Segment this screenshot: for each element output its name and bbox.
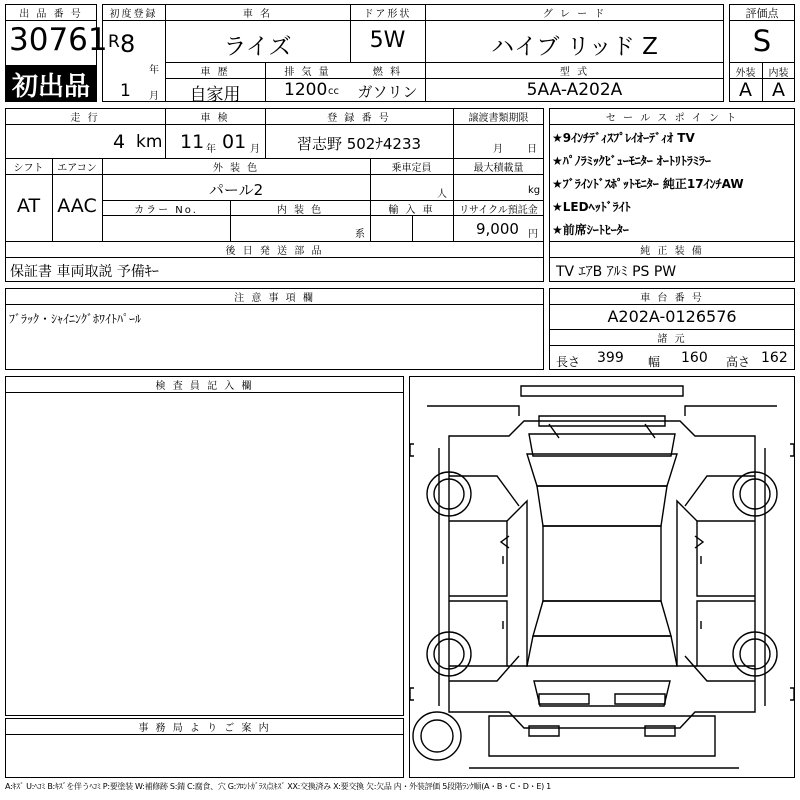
door-type: 5W — [369, 28, 406, 53]
displacement-unit: cc — [328, 86, 339, 97]
exterior-color-label: 外 装 色 — [212, 163, 260, 174]
history-label: 車 歴 — [200, 67, 230, 78]
sales-point-4: ★LEDﾍｯﾄﾞﾗｲﾄ — [552, 200, 631, 214]
first-reg-year-unit: 年 — [149, 65, 159, 76]
displacement: 1200 — [284, 80, 328, 100]
office-label: 事 務 局 よ り ご 案 内 — [138, 723, 271, 734]
plate-label: 登 録 番 号 — [327, 113, 391, 124]
score-label: 評価点 — [745, 7, 779, 20]
exterior-score: A — [739, 79, 752, 101]
score: S — [752, 24, 772, 58]
grade: ハイブ リッド Z — [491, 34, 658, 60]
sales-point-3: ★ﾌﾞﾗｲﾝﾄﾞｽﾎﾟｯﾄﾓﾆﾀｰ 純正17ｲﾝﾁAW — [552, 177, 744, 191]
history: 自家用 — [189, 85, 241, 105]
capacity-label: 乗車定員 — [391, 163, 432, 174]
specs-label: 諸 元 — [657, 334, 687, 345]
first-reg-year: 8 — [120, 30, 136, 58]
inspection-year-unit: 年 — [206, 144, 216, 155]
later-parts: 保証書 車両取説 予備ｷｰ — [10, 264, 159, 280]
inspection-month: 01 — [222, 131, 247, 153]
exterior-color: パール2 — [208, 181, 264, 199]
interior-score: A — [772, 79, 785, 101]
door-type-label: ドア形状 — [363, 9, 412, 20]
recycle-deposit-unit: 円 — [528, 229, 538, 240]
height-label: 高さ — [726, 355, 751, 369]
inspection-year: 11 — [180, 131, 205, 153]
equipment-label: 純 正 装 備 — [640, 246, 704, 257]
legend-text: A:ｷｽﾞ U:ﾍｺﾐ B:ｷｽﾞを伴うﾍｺﾐ P:要塗装 W:補修跡 S:錆 C:腐食、穴 G:ﾌﾛﾝﾄｶﾞﾗｽ点ｷｽﾞ XX:交換済み X:要交換 欠:欠品 内・外装評価 5段階ﾗﾝｸ順(A・B・C・D・E) 1 — [5, 782, 551, 791]
inspector-box — [5, 376, 404, 716]
shift: AT — [16, 195, 41, 217]
grade-label: グ レ ー ド — [542, 9, 607, 20]
aircon-label: エアコン — [57, 163, 97, 174]
max-load-unit: kg — [528, 185, 541, 196]
later-parts-label: 後 日 発 送 部 品 — [225, 246, 324, 257]
fuel: ガソリン — [357, 83, 418, 101]
first-reg-month-unit: 月 — [149, 91, 159, 102]
car-condition-diagram — [409, 376, 795, 778]
mileage: 4 — [113, 131, 126, 153]
displacement-label: 排 気 量 — [284, 67, 331, 78]
fuel-label: 燃 料 — [372, 67, 403, 78]
width-label: 幅 — [648, 355, 661, 369]
sales-point-5: ★前席ｼｰﾄﾋｰﾀｰ — [552, 223, 629, 237]
first-reg-era: R — [108, 32, 120, 52]
inspection-label: 車 検 — [200, 113, 230, 124]
max-load-label: 最大積載量 — [473, 163, 524, 174]
car-name-label: 車 名 — [242, 9, 273, 20]
width: 160 — [681, 350, 708, 366]
lot-number: 30761 — [9, 22, 108, 58]
first-reg-label: 初度登録 — [109, 9, 158, 20]
inspection-month-unit: 月 — [250, 144, 260, 155]
height: 162 — [761, 350, 788, 366]
aircon: AAC — [57, 195, 97, 217]
mileage-label: 走 行 — [70, 113, 100, 124]
notes: ﾌﾞﾗｯｸ・ｼｬｲﾆﾝｸﾞﾎﾜｲﾄﾊﾟｰﾙ — [9, 312, 142, 326]
inspector-label: 検 査 員 記 入 欄 — [155, 381, 254, 392]
transfer-month-unit: 月 — [493, 144, 503, 155]
car-name: ライズ — [223, 34, 292, 60]
model-code-label: 型 式 — [559, 67, 590, 78]
first-listing-badge-text: 初出品 — [11, 72, 90, 102]
lot-number-label: 出 品 番 号 — [19, 9, 83, 20]
recycle-deposit: 9,000 — [476, 220, 519, 238]
mileage-unit: km — [136, 132, 163, 152]
capacity-unit: 人 — [437, 189, 447, 200]
chassis-number: A202A-0126576 — [607, 307, 737, 326]
length-label: 長さ — [556, 355, 581, 369]
chassis-label: 車 台 番 号 — [640, 293, 704, 304]
length: 399 — [597, 350, 624, 366]
interior-color-unit: 系 — [355, 229, 365, 240]
import-label: 輸 入 車 — [388, 205, 435, 216]
sales-point-2: ★ﾊﾟﾉﾗﾐｯｸﾋﾞｭｰﾓﾆﾀｰ ｵｰﾄﾘﾄﾗﾐﾗｰ — [552, 154, 711, 168]
equipment: TV ｴｱB ｱﾙﾐ PS PW — [556, 264, 677, 280]
sales-points-label: セ ー ル ス ポ イ ン ト — [605, 113, 739, 124]
exterior-score-label: 外装 — [735, 68, 756, 79]
shift-label: シフト — [13, 163, 44, 174]
transfer-deadline-label: 譲渡書類期限 — [468, 113, 529, 124]
first-reg-month: 1 — [120, 81, 131, 101]
recycle-deposit-label: リサイクル預託金 — [459, 205, 538, 216]
model-code: 5AA-A202A — [526, 80, 623, 100]
sales-point-1: ★9ｲﾝﾁﾃﾞｨｽﾌﾟﾚｲｵｰﾃﾞｨｵ TV — [552, 131, 695, 145]
color-number-label: カラー No. — [134, 205, 198, 216]
plate-number: 習志野 502ﾅ4233 — [296, 135, 422, 153]
interior-score-label: 内装 — [768, 68, 789, 79]
notes-label: 注 意 事 項 欄 — [234, 293, 315, 304]
interior-color-label: 内 装 色 — [276, 205, 324, 216]
transfer-day-unit: 日 — [527, 144, 537, 155]
